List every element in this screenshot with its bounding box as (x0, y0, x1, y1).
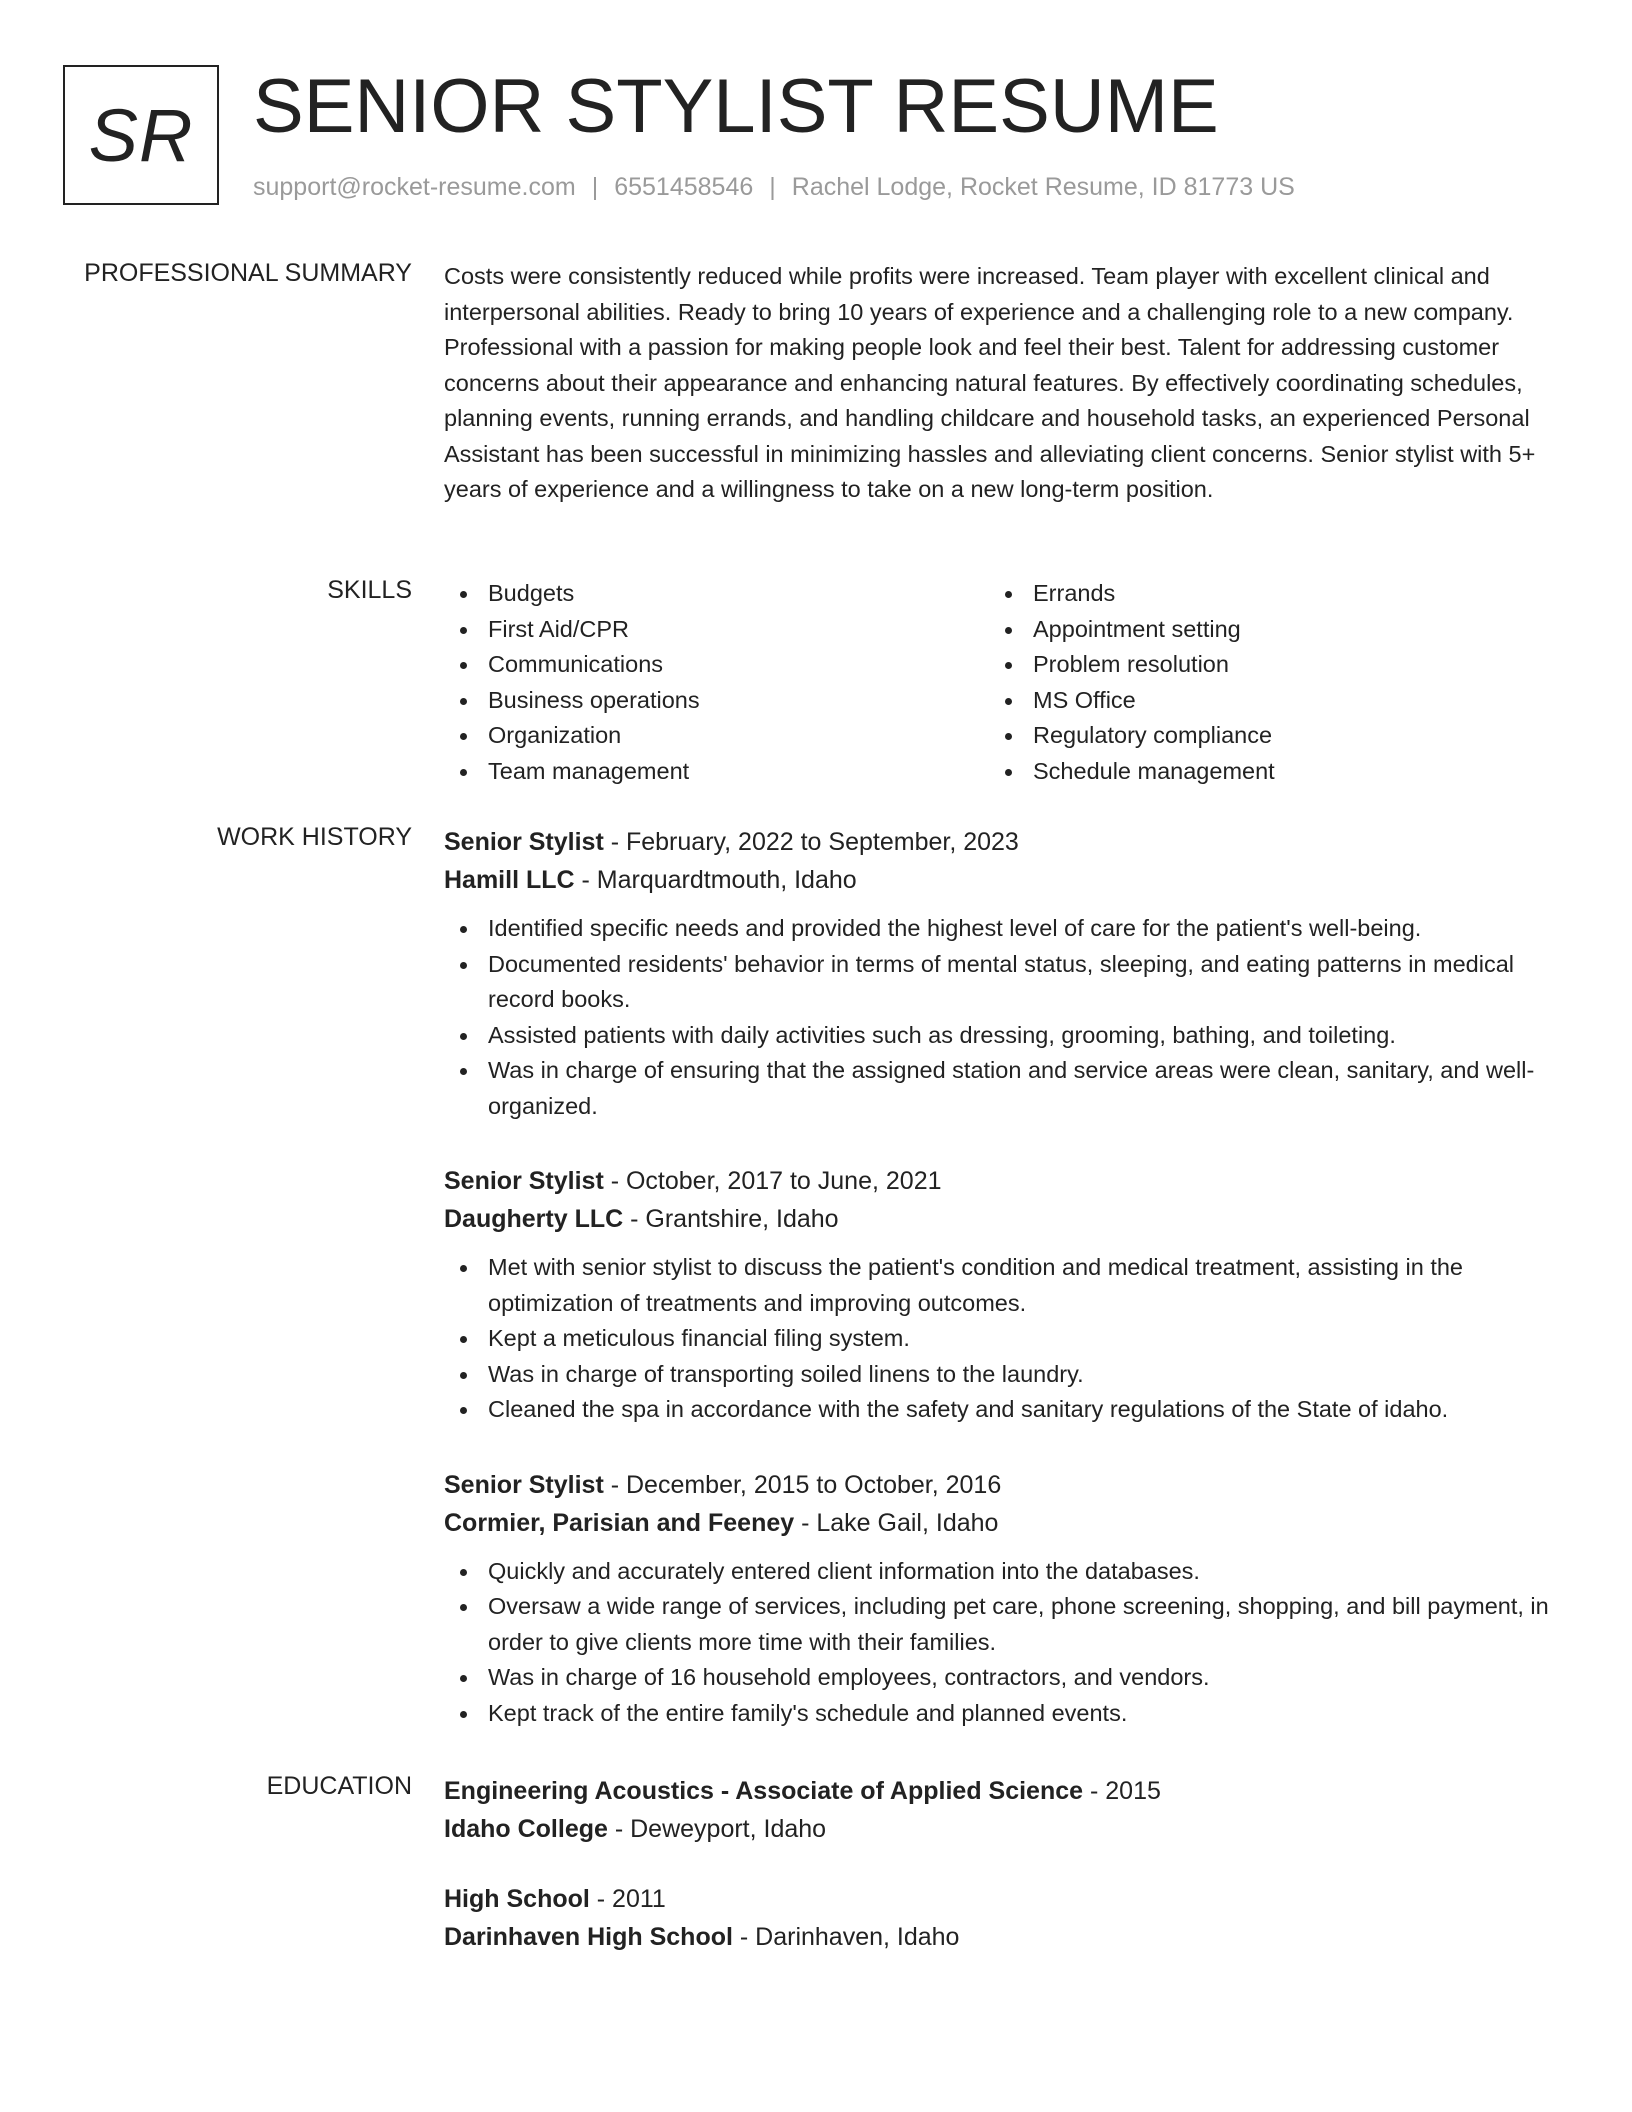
job-bullet: Was in charge of 16 household employees, contractors, and vendors. (444, 1660, 1554, 1696)
job-title: Senior Stylist (444, 1470, 604, 1499)
page-title: SENIOR STYLIST RESUME (253, 64, 1219, 149)
job-bullet: Cleaned the spa in accordance with the safety and sanitary regulations of the State of idaho. (444, 1392, 1554, 1428)
skill-item: Business operations (444, 683, 989, 719)
job-company-line (444, 861, 1554, 899)
job-title-line (444, 1466, 1554, 1504)
education-body (444, 1772, 1554, 1988)
job-company-line (444, 1504, 1554, 1542)
job-dates: - February, 2022 to September, 2023 (603, 828, 1019, 856)
education-year: - 2011 (589, 1885, 666, 1913)
summary-text: Costs were consistently reduced while profits were increased. Team player with excellent clinical and interpersonal abilities. Ready to bring 10 years of experience and a challenging role to a new company. Professional with a passion for making people look and feel their best. Talent for addressing customer concerns about their appearance and enhancing natural features. By effectively coordinating schedules, planning events, running errands, and handling childcare and household tasks, an experienced Personal Assistant has been successful in minimizing hassles and alleviating client concerns. Senior stylist with 5+ years of experience and a willingness to take on a new long-term position. (444, 263, 1536, 502)
job-bullet: Kept a meticulous financial filing system. (444, 1321, 1554, 1357)
work-history-body (444, 823, 1554, 1769)
job-bullets (444, 1250, 1554, 1428)
job-bullets (444, 1554, 1554, 1732)
job-entry (444, 1466, 1554, 1732)
job-title-line (444, 823, 1554, 861)
skills-list-left (444, 576, 989, 789)
resume-header (63, 65, 1563, 215)
section-label-skills: SKILLS (327, 576, 412, 604)
skill-item: Appointment setting (989, 612, 1534, 648)
job-bullet: Documented residents' behavior in terms of mental status, sleeping, and eating patterns in medical record books. (444, 947, 1554, 1018)
job-bullet: Identified specific needs and provided the highest level of care for the patient's well-being. (444, 911, 1554, 947)
job-title: Senior Stylist (444, 1167, 604, 1195)
skill-item: Regulatory compliance (989, 718, 1534, 754)
job-bullet: Oversaw a wide range of services, including pet care, phone screening, shopping, and bill payment, in order to give clients more time with their families. (444, 1589, 1554, 1660)
contact-separator: | (769, 173, 776, 201)
job-bullet: Quickly and accurately entered client information into the databases. (444, 1554, 1554, 1590)
skill-item: Problem resolution (989, 647, 1534, 683)
section-label-summary: PROFESSIONAL SUMMARY (84, 259, 412, 287)
skills-body (444, 576, 1554, 789)
skill-item: First Aid/CPR (444, 612, 989, 648)
education-degree-line (444, 1880, 1554, 1918)
job-entry (444, 1162, 1554, 1428)
section-label-work-history: WORK HISTORY (217, 823, 412, 851)
education-school: Darinhaven High School (444, 1923, 733, 1951)
education-school: Idaho College (444, 1815, 608, 1843)
education-location: - Darinhaven, Idaho (732, 1923, 960, 1951)
skill-item: Communications (444, 647, 989, 683)
job-company-line (444, 1200, 1554, 1238)
job-bullet: Was in charge of ensuring that the assigned station and service areas were clean, sanitary, and well-organized. (444, 1053, 1554, 1124)
education-school-line (444, 1918, 1554, 1956)
job-bullet: Assisted patients with daily activities such as dressing, grooming, bathing, and toileting. (444, 1018, 1554, 1054)
job-company: Hamill LLC (444, 866, 575, 894)
education-degree-line (444, 1772, 1554, 1810)
skill-item: Schedule management (989, 754, 1534, 790)
job-location: - Marquardtmouth, Idaho (574, 866, 857, 894)
job-bullet: Was in charge of transporting soiled linens to the laundry. (444, 1357, 1554, 1393)
skill-item: Organization (444, 718, 989, 754)
job-bullets (444, 911, 1554, 1124)
job-dates: - October, 2017 to June, 2021 (603, 1167, 942, 1195)
job-company: Cormier, Parisian and Feeney (444, 1508, 795, 1537)
education-location: - Deweyport, Idaho (607, 1815, 827, 1843)
education-degree: High School (444, 1885, 590, 1913)
contact-phone: 6551458546 (614, 173, 754, 201)
education-entry (444, 1880, 1554, 1956)
section-label-education: EDUCATION (266, 1772, 412, 1800)
education-degree: Engineering Acoustics - Associate of Applied Science (444, 1777, 1084, 1805)
job-bullet: Met with senior stylist to discuss the patient's condition and medical treatment, assisting in the optimization of treatments and improving outcomes. (444, 1250, 1554, 1321)
summary-body (444, 259, 1554, 508)
job-bullet: Kept track of the entire family's schedule and planned events. (444, 1696, 1554, 1732)
skill-item: MS Office (989, 683, 1534, 719)
job-company: Daugherty LLC (444, 1205, 624, 1233)
skill-item: Team management (444, 754, 989, 790)
skills-list-right (989, 576, 1534, 789)
contact-email: support@rocket-resume.com (253, 173, 576, 201)
contact-line (253, 173, 1295, 202)
skill-item: Budgets (444, 576, 989, 612)
contact-separator: | (591, 173, 599, 201)
contact-address: Rachel Lodge, Rocket Resume, ID 81773 US (791, 173, 1295, 201)
job-dates: - December, 2015 to October, 2016 (603, 1470, 1002, 1499)
monogram: SR (63, 65, 219, 205)
education-year: - 2015 (1083, 1777, 1161, 1805)
education-entry (444, 1772, 1554, 1848)
job-location: - Grantshire, Idaho (623, 1205, 839, 1233)
education-school-line (444, 1810, 1554, 1848)
job-title-line (444, 1162, 1554, 1200)
job-location: - Lake Gail, Idaho (794, 1508, 999, 1537)
skill-item: Errands (989, 576, 1534, 612)
job-entry (444, 823, 1554, 1124)
job-title: Senior Stylist (444, 828, 604, 856)
